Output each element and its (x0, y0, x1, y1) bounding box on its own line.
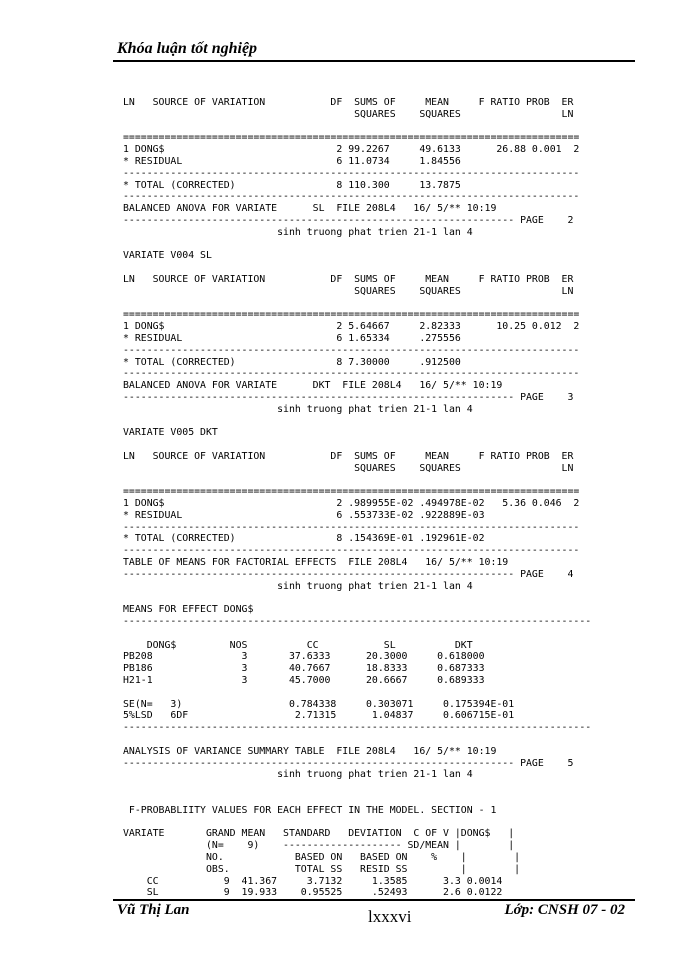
printout-line: * RESIDUAL 6 11.0734 1.84556 (123, 155, 461, 167)
printout-line: ============================================================================= (123, 309, 580, 321)
printout-line: ANALYSIS OF VARIANCE SUMMARY TABLE FILE 208L4 16/ 5/** 10:19 (123, 745, 497, 757)
footer-class: Lớp: CNSH 07 - 02 (504, 902, 625, 918)
printout-line: ----------------------------------------------------------------------------- (123, 344, 580, 356)
printout-line: ----------------------------------------------------------------------------- (123, 368, 580, 380)
printout-line: sinh truong phat trien 21-1 lan 4 (123, 403, 473, 415)
printout-line: MEANS FOR EFFECT DONG$ (123, 604, 254, 616)
printout-line: LN SOURCE OF VARIATION DF SUMS OF MEAN F RATIO PROB ER (123, 97, 574, 108)
printout-line: PB208 3 37.6333 20.3000 0.618000 (123, 651, 485, 663)
printout-line: * TOTAL (CORRECTED) 8 .154369E-01 .192961E-02 (123, 533, 485, 545)
anova-printout (123, 97, 591, 899)
printout-line: VARIATE V005 DKT (123, 427, 218, 439)
printout-line: 5%LSD 6DF 2.71315 1.04837 0.606715E-01 (123, 710, 515, 722)
printout-line: 1 DONG$ 2 .989955E-02 .494978E-02 5.36 0.046 2 (123, 498, 580, 510)
printout-line: CC 9 41.367 3.7132 1.3585 3.3 0.0014 (123, 875, 503, 887)
printout-line: ------------------------------------------------------------------------------- (123, 616, 592, 628)
printout-line: * TOTAL (CORRECTED) 8 110.300 13.7875 (123, 179, 461, 191)
printout-line: SQUARES SQUARES LN (123, 285, 574, 297)
printout-line: ------------------------------------------------------------------ PAGE 4 (123, 568, 574, 580)
printout-line: LN SOURCE OF VARIATION DF SUMS OF MEAN F RATIO PROB ER (123, 273, 574, 285)
printout-line: OBS. TOTAL SS RESID SS | | (123, 863, 521, 875)
printout-line: SQUARES SQUARES LN (123, 462, 574, 474)
printout-line: DONG$ NOS CC SL DKT (123, 639, 473, 651)
printout-line: BALANCED ANOVA FOR VARIATE SL FILE 208L4 16/ 5/** 10:19 (123, 203, 497, 215)
footer-author: Vũ Thị Lan (117, 902, 190, 918)
printout-line: SQUARES SQUARES LN (123, 108, 574, 120)
page-header-title: Khóa luận tốt nghiệp (117, 40, 258, 57)
printout-line: sinh truong phat trien 21-1 lan 4 (123, 769, 473, 781)
printout-line: SE(N= 3) 0.784338 0.303071 0.175394E-01 (123, 698, 515, 710)
printout-line: ============================================================================= (123, 486, 580, 498)
printout-line: sinh truong phat trien 21-1 lan 4 (123, 226, 473, 238)
printout-line: LN SOURCE OF VARIATION DF SUMS OF MEAN F RATIO PROB ER (123, 450, 574, 462)
printout-line: ----------------------------------------------------------------------------- (123, 167, 580, 179)
printout-line: ------------------------------------------------------------------ PAGE 2 (123, 214, 574, 226)
printout-line: sinh truong phat trien 21-1 lan 4 (123, 580, 473, 592)
printout-line: (N= 9) -------------------- SD/MEAN | | (123, 840, 515, 852)
footer-rule (113, 899, 635, 901)
printout-line: ------------------------------------------------------------------ PAGE 3 (123, 391, 574, 403)
printout-line: * TOTAL (CORRECTED) 8 7.30000 .912500 (123, 356, 461, 368)
printout-line: ------------------------------------------------------------------------------- (123, 722, 592, 734)
printout-line: ----------------------------------------------------------------------------- (123, 191, 580, 203)
printout-line: * RESIDUAL 6 .553733E-02 .922889E-03 (123, 509, 485, 521)
printout-line: SL 9 19.933 0.95525 .52493 2.6 0.0122 (123, 887, 503, 899)
printout-line: ------------------------------------------------------------------ PAGE 5 (123, 757, 574, 769)
printout-line: ============================================================================= (123, 132, 580, 144)
printout-line: ----------------------------------------------------------------------------- (123, 521, 580, 533)
printout-line: VARIATE V004 SL (123, 250, 212, 262)
printout-line: H21-1 3 45.7000 20.6667 0.689333 (123, 675, 485, 687)
printout-line: TABLE OF MEANS FOR FACTORIAL EFFECTS FILE 208L4 16/ 5/** 10:19 (123, 557, 509, 569)
page-number: lxxxvi (368, 907, 412, 926)
printout-line: 1 DONG$ 2 99.2267 49.6133 26.88 0.001 2 (123, 144, 580, 156)
printout-line: VARIATE GRAND MEAN STANDARD DEVIATION C OF V |DONG$ | (123, 828, 515, 840)
printout-line: F-PROBABLIITY VALUES FOR EACH EFFECT IN THE MODEL. SECTION - 1 (123, 804, 497, 816)
printout-line: ----------------------------------------------------------------------------- (123, 545, 580, 557)
printout-line: NO. BASED ON BASED ON % | | (123, 852, 521, 863)
printout-line: * RESIDUAL 6 1.65334 .275556 (123, 332, 461, 344)
printout-line: BALANCED ANOVA FOR VARIATE DKT FILE 208L4 16/ 5/** 10:19 (123, 380, 503, 392)
header-rule (113, 60, 635, 62)
printout-line: PB186 3 40.7667 18.8333 0.687333 (123, 663, 485, 675)
printout-line: 1 DONG$ 2 5.64667 2.82333 10.25 0.012 2 (123, 321, 580, 333)
